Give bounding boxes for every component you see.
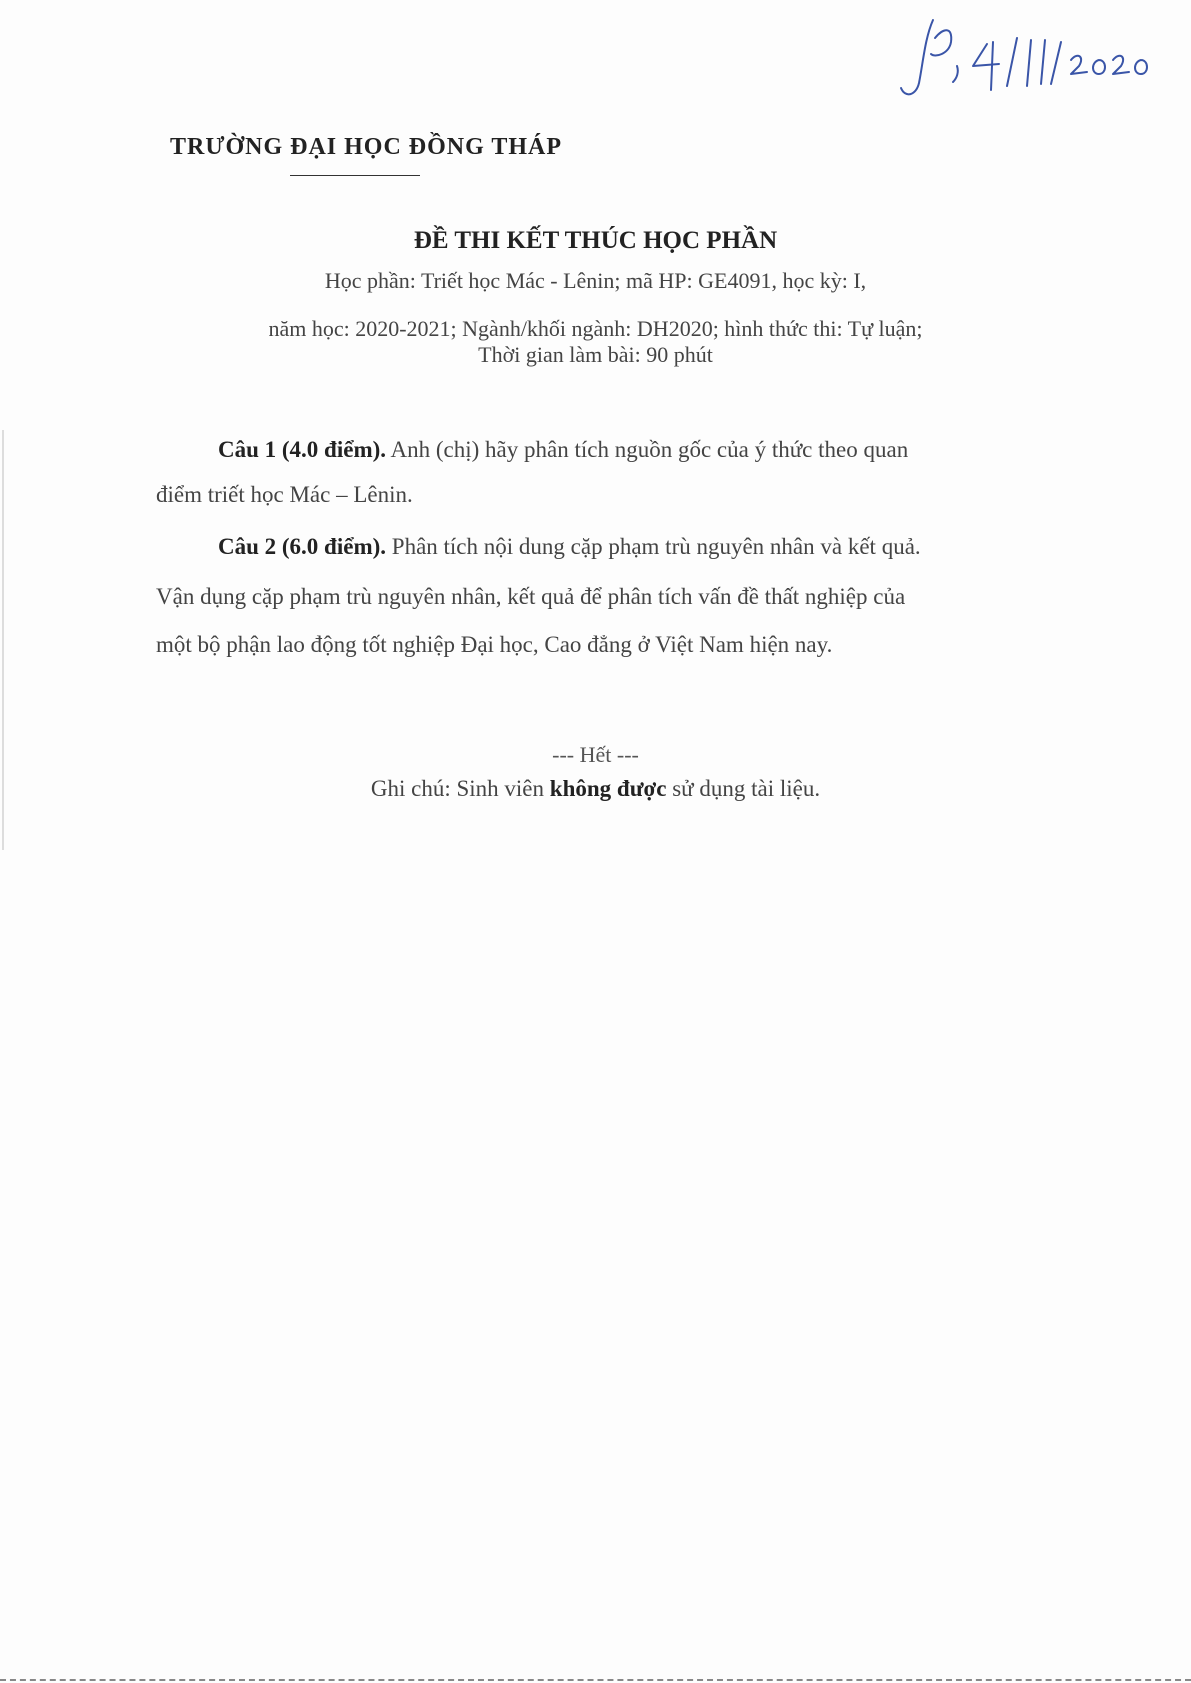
question-2-line-1 (218, 534, 921, 560)
handwritten-date-signature (895, 8, 1175, 108)
question-2-line-3: một bộ phận lao động tốt nghiệp Đại học, Cao đẳng ở Việt Nam hiện nay. (156, 632, 833, 657)
note-prefix: Ghi chú: Sinh viên (370, 776, 550, 801)
scan-bottom-edge (0, 1679, 1191, 1681)
question-1-line-1 (218, 437, 908, 463)
question-1-line-2: điểm triết học Mác – Lênin. (156, 482, 413, 507)
exam-title: ĐỀ THI KẾT THÚC HỌC PHẦN (413, 227, 778, 254)
question-1-label: Câu 1 (4.0 điểm). (218, 437, 387, 462)
question-2-label: Câu 2 (6.0 điểm). (218, 534, 387, 559)
school-name: TRƯỜNG ĐẠI HỌC ĐỒNG THÁP (170, 134, 563, 160)
end-marker: --- Hết --- (552, 742, 639, 767)
exam-course-info: Học phần: Triết học Mác - Lênin; mã HP: GE4091, học kỳ: I, (324, 268, 867, 293)
question-1-text: Anh (chị) hãy phân tích nguồn gốc của ý thức theo quan (386, 437, 909, 462)
note-suffix: sử dụng tài liệu. (666, 776, 821, 801)
question-2-text: Phân tích nội dung cặp phạm trù nguyên nhân và kết quả. (386, 534, 921, 559)
handwriting-mark (895, 8, 1175, 108)
exam-year-info: năm học: 2020-2021; Ngành/khối ngành: DH2020; hình thức thi: Tự luận; (268, 316, 923, 341)
scan-edge-mark (2, 430, 4, 850)
exam-duration: Thời gian làm bài: 90 phút (478, 342, 713, 367)
school-underline (290, 175, 420, 176)
question-2-line-2: Vận dụng cặp phạm trù nguyên nhân, kết quả để phân tích vấn đề thất nghiệp của (156, 584, 906, 609)
exam-note (0, 776, 1191, 802)
note-emphasis: không được (549, 776, 667, 801)
